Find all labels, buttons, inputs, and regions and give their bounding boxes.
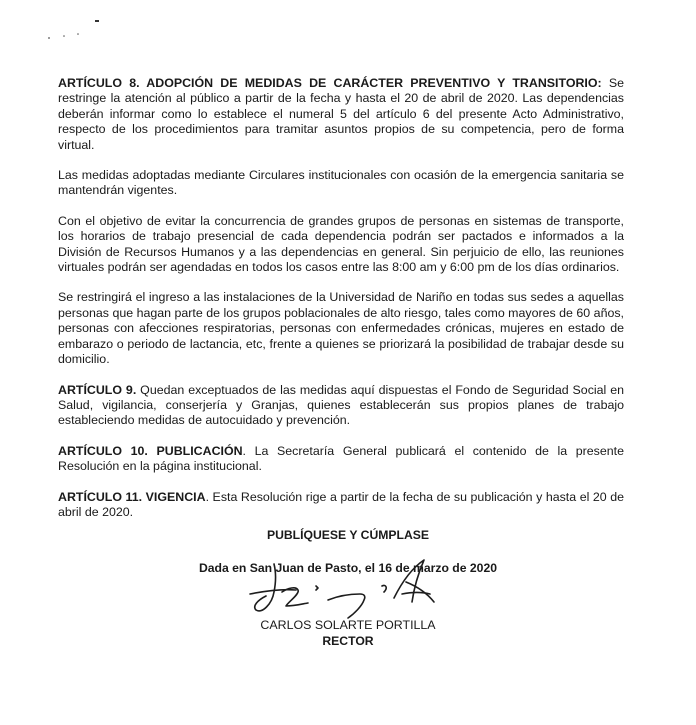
paragraph-restriccion-ingreso: Se restringirá el ingreso a las instalaciones de la Universidad de Nariño en todas sus sedes a aquellas personas que hagan parte de los grupos poblacionales de alto riesgo, tales como mayores de 60 años, personas con afecciones respiratorias, personas con enfermedades crónicas, mujeres en estado de embarazo o periodo de lactancia, etc, frente a quienes se priorizará la posibilidad de trabajar desde su domicilio. — [58, 290, 624, 367]
date-line: Dada en San Juan de Pasto, el 16 de marzo de 2020 — [198, 561, 498, 575]
articulo-11-text: . Esta Resolución rige a partir de la fecha de su publicación y hasta el 20 de abril de 2020. — [58, 489, 624, 519]
articulo-9-text: Quedan exceptuados de las medidas aquí dispuestas el Fondo de Seguridad Social en Salud, vigilancia, conserjería y Granjas, quienes establecerán sus propios planes de trabajo estableciendo medidas de autocuidado y prevención. — [58, 382, 624, 428]
signer-name: CARLOS SOLARTE PORTILLA — [260, 618, 436, 632]
articulo-11 — [58, 490, 624, 521]
articulo-8-text: Se restringe la atención al público a partir de la fecha y hasta el 20 de abril de 2020. Las dependencias deberán informar como lo establece el numeral 5 del artículo 6 del presente Acto Administrativo, respecto de los procedimientos para tramitar asuntos propios de su competencia, pero de forma virtual. — [58, 76, 624, 152]
paragraph-circulares: Las medidas adoptadas mediante Circulares institucionales con ocasión de la emergencia sanitaria se mantendrán vigentes. — [58, 168, 624, 198]
articulo-8 — [58, 76, 624, 153]
paragraph-horarios: Con el objetivo de evitar la concurrencia de grandes grupos de personas en sistemas de transporte, los horarios de trabajo presencial de cada dependencia podrán ser pactados e informados a la División de Recursos Humanos y a las dependencias en general. Sin perjuicio de ello, las reuniones virtuales podrán ser agendadas en todos los casos entre las 8:00 am y 6:00 pm de los días ordinarios. — [58, 213, 624, 275]
articulo-10 — [58, 444, 624, 475]
publiquese-heading: PUBLÍQUESE Y CÚMPLASE — [266, 528, 430, 542]
handwritten-signature — [236, 556, 450, 622]
articulo-10-heading: ARTÍCULO 10. PUBLICACIÓN — [58, 443, 243, 458]
document-body — [58, 76, 624, 535]
articulo-8-heading: ARTÍCULO 8. ADOPCIÓN DE MEDIDAS DE CARÁCTER PREVENTIVO Y TRANSITORIO: — [58, 76, 602, 90]
articulo-9 — [58, 383, 624, 429]
signer-title: RECTOR — [322, 634, 374, 648]
scan-specks — [44, 18, 114, 42]
articulo-11-heading: ARTÍCULO 11. VIGENCIA — [58, 489, 206, 504]
articulo-10-text: . La Secretaría General publicará el contenido de la presente Resolución en la página institucional. — [58, 443, 624, 474]
articulo-9-heading: ARTÍCULO 9. — [58, 382, 137, 397]
